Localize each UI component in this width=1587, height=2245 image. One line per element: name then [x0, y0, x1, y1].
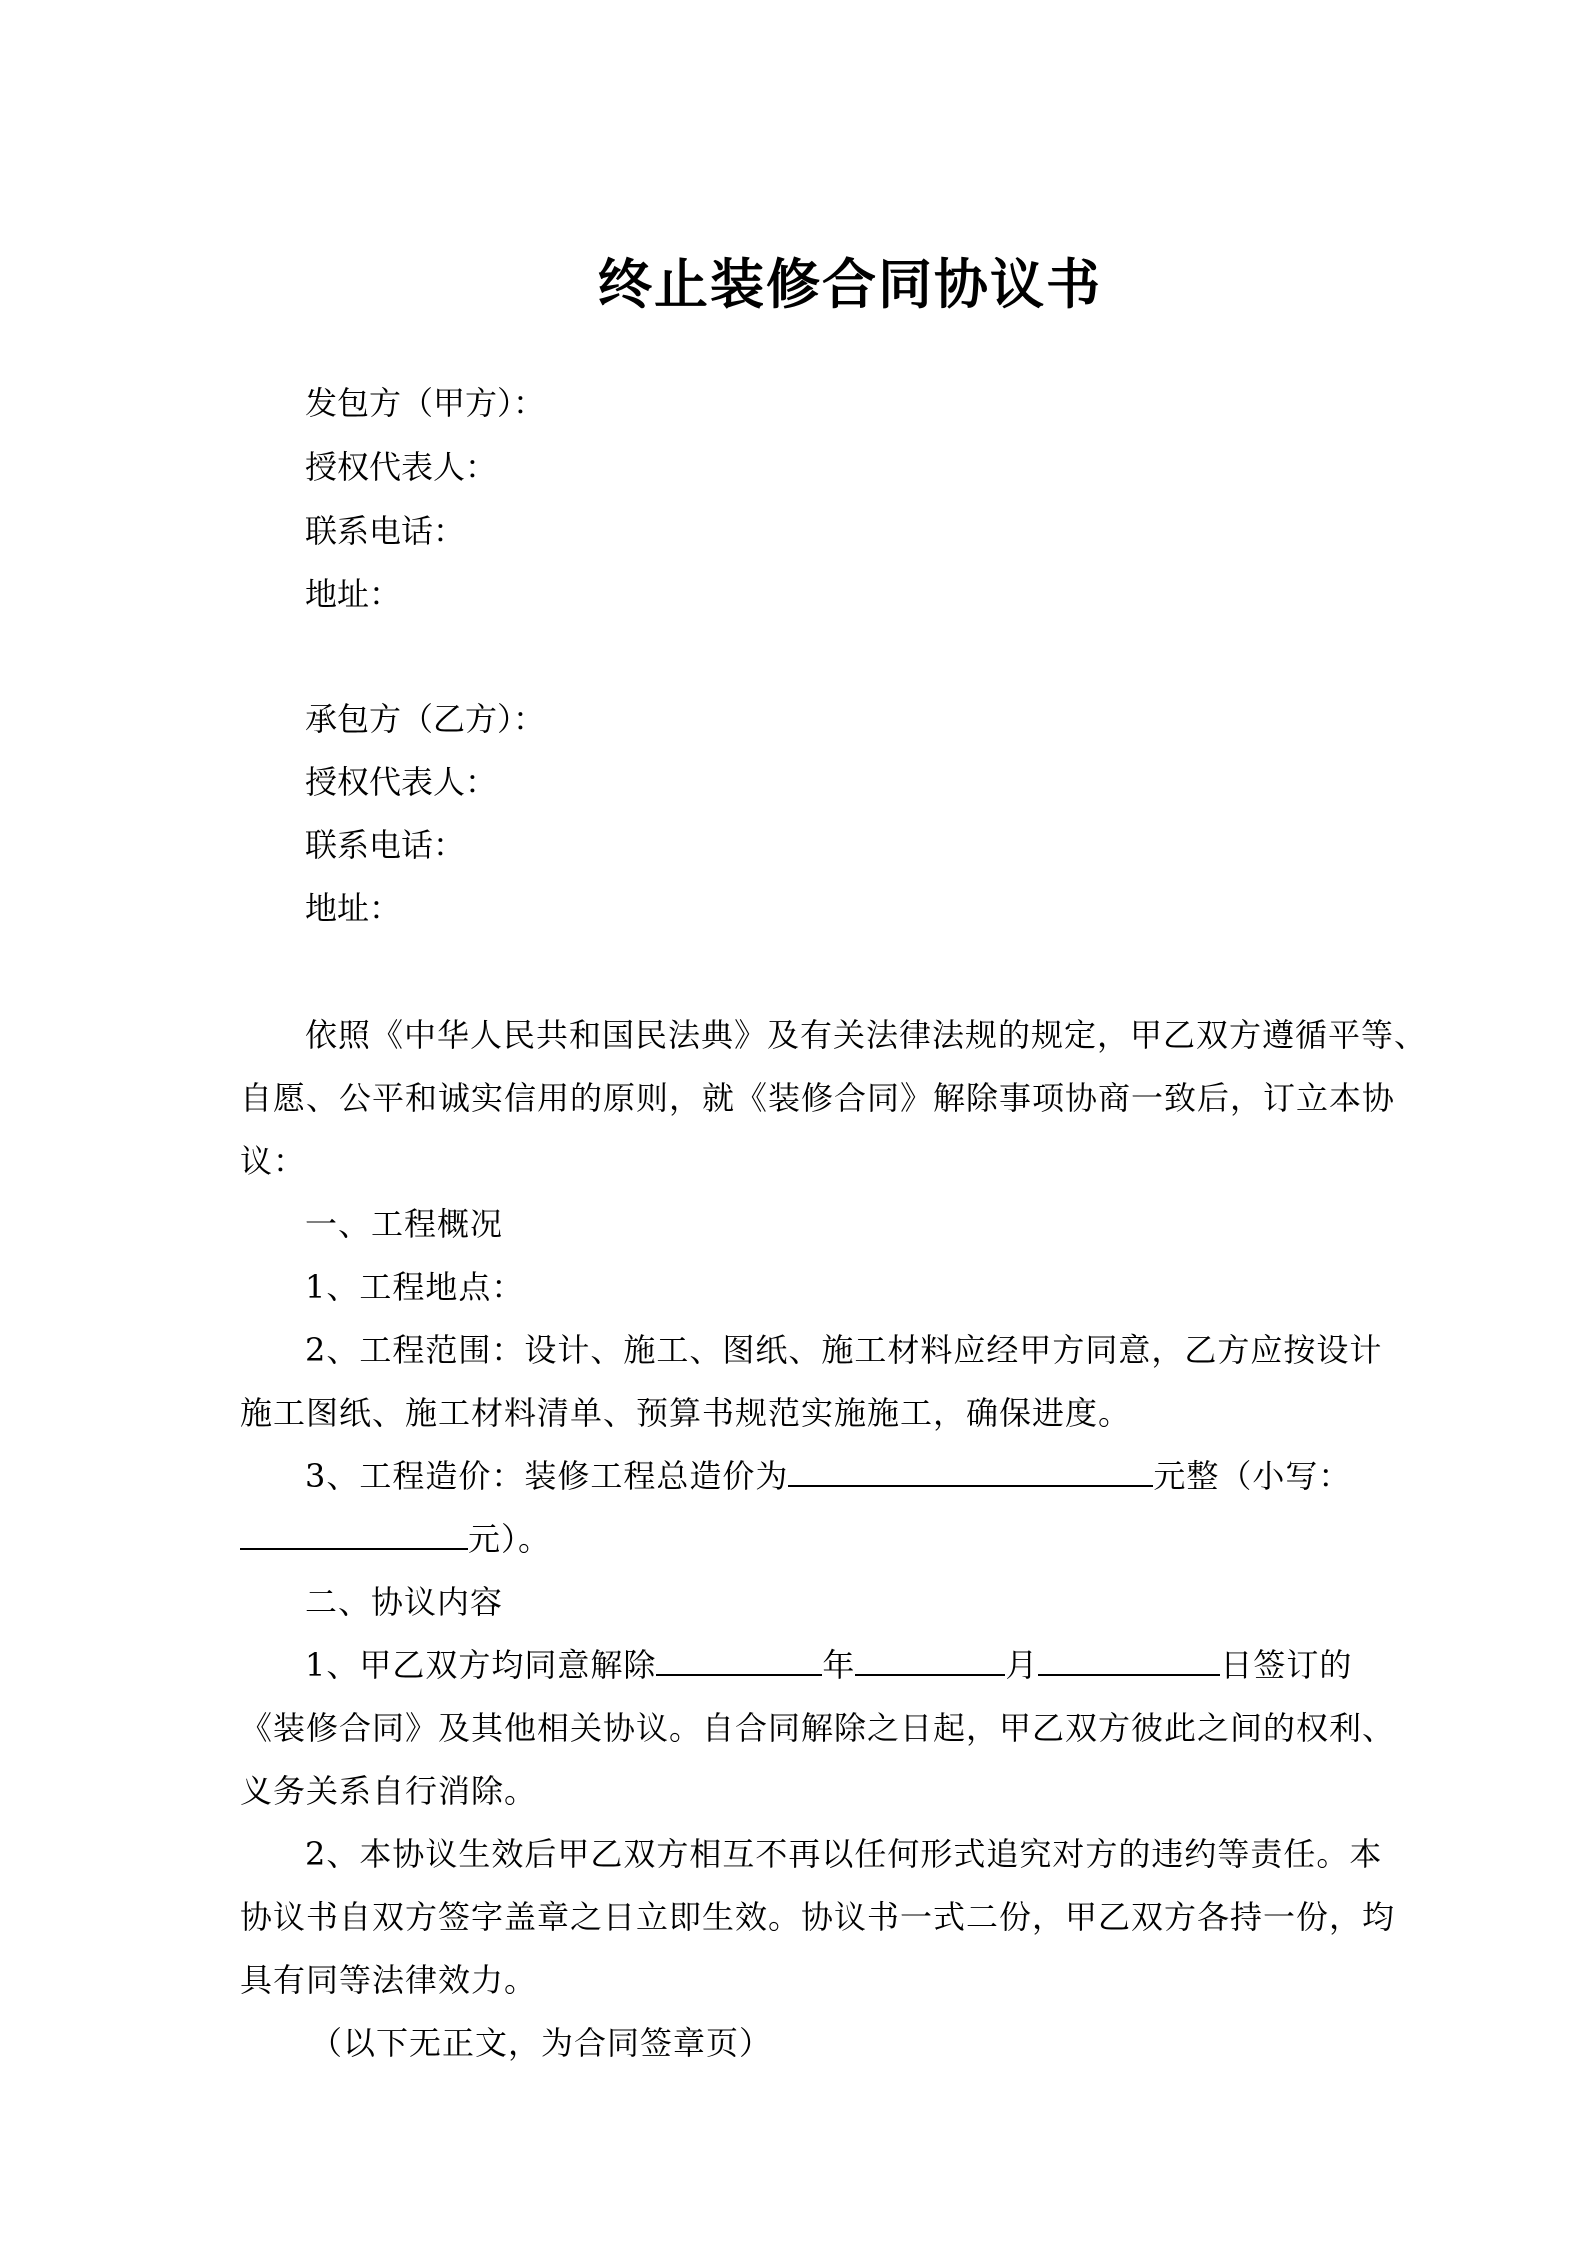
intro-line-1: 依照《中华人民共和国民法典》及有关法律法规的规定，甲乙双方遵循平等、 [305, 1016, 1428, 1054]
party-a-label: 发包方（甲方）： [305, 384, 546, 422]
year-label: 年 [822, 1646, 856, 1684]
total-cost-blank[interactable] [788, 1457, 1153, 1487]
total-cost-figures-suffix: 元）。 [468, 1520, 552, 1558]
intro-line-3: 议： [240, 1142, 307, 1180]
party-a-phone: 联系电话： [305, 512, 466, 550]
party-a-address: 地址： [305, 575, 402, 613]
section1-heading: 一、工程概况 [305, 1205, 504, 1243]
total-cost-label: 3、工程造价：装修工程总造价为 [305, 1457, 789, 1495]
day-label: 日签订的 [1220, 1646, 1353, 1684]
year-blank[interactable] [656, 1646, 822, 1676]
section1-item3-line1 [305, 1451, 1351, 1497]
closing-note: （以下无正文，为合同签章页） [310, 2024, 773, 2062]
party-b-label: 承包方（乙方）： [305, 700, 546, 738]
termination-label: 1、甲乙双方均同意解除 [305, 1646, 657, 1684]
section2-item2-line1: 2、本协议生效后甲乙双方相互不再以任何形式追究对方的违约等责任。本 [305, 1835, 1383, 1873]
section2-item2-line3: 具有同等法律效力。 [240, 1961, 538, 1999]
party-b-rep: 授权代表人： [305, 763, 498, 801]
section1-item1: 1、工程地点： [305, 1268, 525, 1306]
section1-item3-line2 [240, 1514, 551, 1560]
section2-heading: 二、协议内容 [305, 1583, 504, 1621]
total-cost-figures-blank[interactable] [240, 1520, 468, 1550]
document-title: 终止装修合同协议书 [598, 252, 1102, 316]
party-b-phone: 联系电话： [305, 826, 466, 864]
month-blank[interactable] [855, 1646, 1005, 1676]
section2-item1-line1 [305, 1640, 1352, 1686]
section2-item2-line2: 协议书自双方签字盖章之日立即生效。协议书一式二份，甲乙双方各持一份，均 [240, 1898, 1396, 1936]
section2-item1-line3: 义务关系自行消除。 [240, 1772, 538, 1810]
section1-item2-line2: 施工图纸、施工材料清单、预算书规范实施施工，确保进度。 [240, 1394, 1132, 1432]
party-b-address: 地址： [305, 889, 402, 927]
total-cost-suffix: 元整（小写： [1153, 1457, 1352, 1495]
section2-item1-line2: 《装修合同》及其他相关协议。自合同解除之日起，甲乙双方彼此之间的权利、 [240, 1709, 1396, 1747]
intro-line-2: 自愿、公平和诚实信用的原则，就《装修合同》解除事项协商一致后，订立本协 [240, 1079, 1396, 1117]
day-blank[interactable] [1038, 1646, 1220, 1676]
month-label: 月 [1005, 1646, 1039, 1684]
party-a-rep: 授权代表人： [305, 448, 498, 486]
section1-item2-line1: 2、工程范围：设计、施工、图纸、施工材料应经甲方同意，乙方应按设计 [305, 1331, 1383, 1369]
